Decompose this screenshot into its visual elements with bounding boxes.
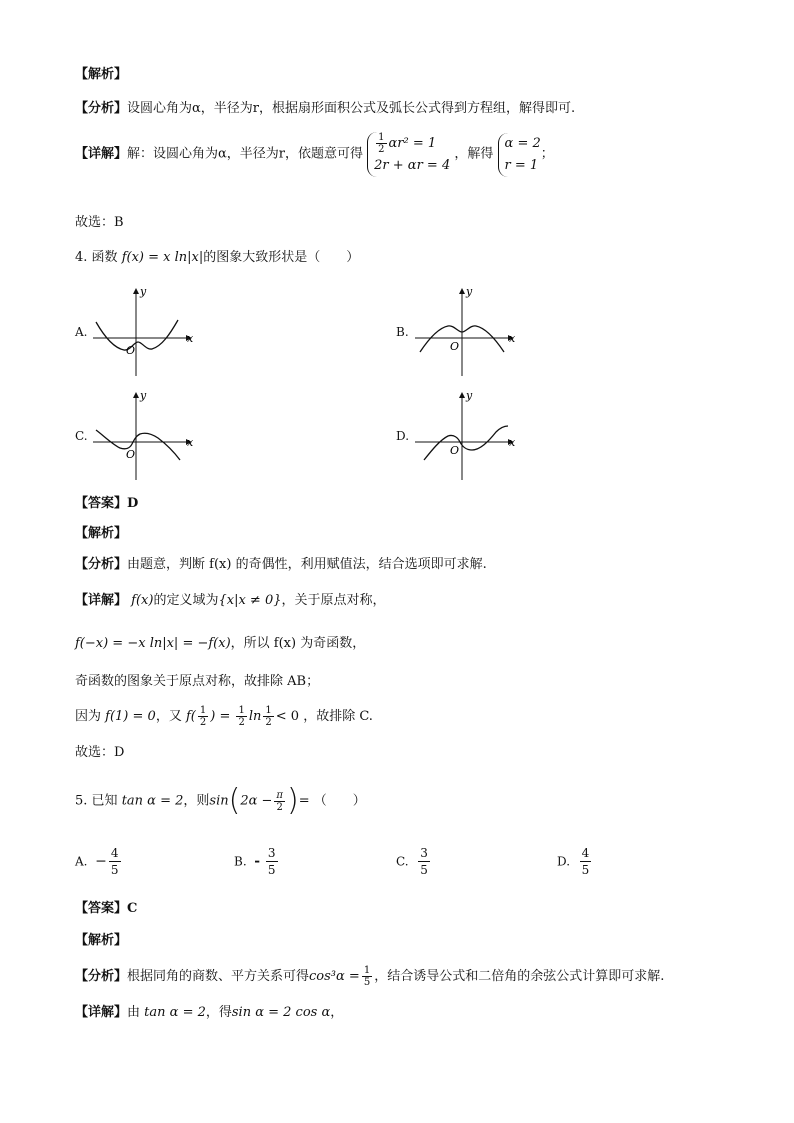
q5-answer: [75, 900, 137, 918]
q5-option-d: [557, 845, 593, 878]
q3-eq2: 2r + αr = 4: [374, 158, 451, 173]
graph-c-x-label: x: [187, 436, 194, 449]
q4-fenxi-tag: 【分析】: [75, 557, 128, 572]
graph-a-x-label: x: [187, 332, 194, 345]
q4-function: f(x) = x ln|x|: [121, 250, 204, 265]
q4-graph-b: [412, 282, 522, 378]
q4-l4-post: < 0 ，故排除 C.: [275, 709, 373, 724]
q3-solution-system: [498, 133, 541, 177]
q4-analysis: [75, 556, 487, 574]
q4-l4-half-b: $\frac{1}{2}$: [238, 705, 245, 728]
graph-d-origin: O: [450, 444, 460, 457]
q5-option-a-letter: A.: [75, 854, 88, 869]
q5-option-d-frac: $\frac{4}{5}$: [581, 846, 590, 877]
q4-stem: [75, 249, 359, 267]
q4-option-a-label: A.: [75, 325, 88, 339]
q5-sin: sin: [209, 793, 229, 809]
q5-fenxi-expr: cos³α =: [309, 969, 360, 984]
q3-fenxi-tag: 【分析】: [75, 101, 128, 116]
graph-c-y-label: y: [140, 389, 147, 402]
q5-option-a: [75, 845, 123, 878]
graph-c-origin: O: [126, 448, 136, 461]
q5-stem-pre: 已知: [91, 793, 118, 809]
q4-option-b-label: B.: [396, 325, 409, 339]
q5-fenxi-post: ，结合诱导公式和二倍角的余弦公式计算即可求解.: [374, 969, 665, 984]
graph-b-origin: O: [450, 340, 460, 353]
q5-option-c-letter: C.: [396, 854, 409, 869]
q4-detail-line2: [75, 635, 365, 653]
q5-xj-mid: ，得: [205, 1005, 232, 1020]
graph-d-y-label: y: [466, 389, 473, 402]
q3-detail: [75, 132, 554, 177]
graph-a-origin: O: [126, 344, 136, 357]
graph-d-y-arrow: [459, 392, 465, 398]
q5-detail: [75, 1004, 343, 1022]
q5-fenxi-pre: 根据同角的商数、平方关系可得: [127, 969, 310, 984]
q4-l4-half-a: $\frac{1}{2}$: [199, 705, 207, 728]
graph-c-y-arrow: [133, 392, 139, 398]
q3-fenxi-text: 设圆心角为α，半径为r，根据扇形面积公式及弧长公式得到方程组，解得即可.: [127, 101, 576, 116]
q5-fenxi-tag: 【分析】: [75, 969, 128, 984]
q3-analysis: [75, 100, 575, 118]
q4-answer-choice: 故选：D: [75, 745, 125, 760]
q3-answer-choice: 故选：B: [75, 215, 124, 230]
q5-option-a-frac: $\frac{4}{5}$: [110, 846, 119, 877]
q4-stem-pre: 函数: [91, 250, 118, 265]
q4-detail-line4: [75, 702, 373, 732]
q5-answer-text: 【答案】C: [75, 901, 138, 916]
q5-stem-mid: ，则: [183, 793, 210, 809]
q3-half-fraction: $\frac{1}{2}$: [378, 132, 385, 155]
q3-eq1: αr² = 1: [388, 136, 437, 151]
q5-option-d-letter: D.: [557, 854, 571, 869]
q5-xj-post: ，: [330, 1005, 344, 1020]
q4-graph-c: [90, 386, 200, 482]
q3-sol1: α = 2: [504, 135, 541, 151]
q3-jiexi-heading: 【解析】: [75, 67, 128, 82]
q4-option-c-label: C.: [75, 429, 88, 443]
q5-option-a-sign: −: [95, 853, 107, 870]
q4-answer: [75, 495, 138, 513]
graph-b-y-arrow: [459, 288, 465, 294]
q3-tail: ；: [540, 146, 554, 162]
q4-detail-line3: 奇函数的图象关于原点对称，故排除 AB；: [75, 674, 320, 689]
q4-l1-func: f(x): [131, 593, 154, 608]
graph-c-curve: [96, 430, 180, 460]
q4-l4-half-c: $\frac{1}{2}$: [265, 705, 272, 728]
q4-l1-set: {x|x ≠ 0}: [218, 593, 282, 608]
q5-stem: [75, 784, 366, 819]
q5-xj-pre: 由: [127, 1005, 141, 1020]
q4-graph-d: [412, 386, 522, 482]
q4-l4-f: f(: [185, 709, 196, 724]
q5-option-b: [234, 845, 280, 878]
q4-fenxi-text: 由题意，判断 f(x) 的奇偶性，利用赋值法，结合选项即可求解.: [127, 557, 487, 572]
q4-xiangjie-tag: 【详解】: [75, 593, 128, 608]
q5-number: 5.: [75, 793, 88, 809]
q3-solve-word: ，解得: [454, 146, 494, 162]
q3-sol2: r = 1: [504, 157, 539, 173]
q5-option-c-frac: $\frac{3}{5}$: [420, 846, 428, 877]
q5-jiexi-heading: 【解析】: [75, 933, 128, 948]
q4-l1-mid: 的定义域为: [153, 593, 219, 608]
q3-equation-system: [367, 132, 450, 177]
q4-l4-pre: 因为: [75, 709, 102, 724]
q4-l4-a: f(1) = 0: [105, 709, 156, 724]
graph-b-y-label: y: [466, 285, 473, 298]
q4-option-d-label: D.: [396, 429, 410, 443]
q3-xiangjie-tag: 【详解】: [75, 146, 128, 162]
q4-answer-text: 【答案】D: [75, 496, 139, 511]
q5-xiangjie-tag: 【详解】: [75, 1005, 128, 1020]
q5-left-paren: (: [228, 783, 241, 818]
q5-option-b-frac: $\frac{3}{5}$: [267, 846, 276, 877]
q4-stem-post: 的图象大致形状是（ ）: [203, 250, 360, 265]
q5-option-c: [396, 845, 432, 878]
q5-xj-b: sin α = 2 cos α: [231, 1005, 331, 1020]
q5-tan: tan α = 2: [121, 793, 184, 809]
q4-number: 4.: [75, 250, 88, 265]
graph-a-curve: [96, 320, 178, 350]
q5-inner: 2α −: [240, 793, 273, 809]
graph-a-y-label: y: [140, 285, 147, 298]
graph-a-y-arrow: [133, 288, 139, 294]
q4-graph-a: [90, 282, 200, 378]
q4-l2-expr: f(−x) = −x ln|x| = −f(x): [75, 636, 231, 651]
q5-right-paren: ): [286, 783, 299, 818]
q5-analysis: [75, 960, 664, 994]
q5-option-b-sign: -: [254, 853, 261, 870]
q4-l4-eq: ) =: [210, 709, 231, 724]
graph-d-curve: [424, 426, 508, 460]
q3-xiangjie-pre: 解：设圆心角为α，半径为r，依题意可得: [127, 146, 364, 162]
graph-d-x-label: x: [509, 436, 516, 449]
q4-l2-post: ，所以 f(x) 为奇函数，: [230, 636, 366, 651]
q5-xj-a: tan α = 2: [144, 1005, 206, 1020]
q5-stem-post: = （ ）: [298, 793, 366, 809]
q4-jiexi-heading: 【解析】: [75, 526, 128, 541]
q5-option-b-letter: B.: [234, 854, 247, 869]
q4-l1-post: ，关于原点对称，: [281, 593, 386, 608]
q4-detail-line1: [75, 592, 386, 610]
graph-b-x-label: x: [509, 332, 516, 345]
q5-fenxi-one-fifth: $\frac{1}{5}$: [363, 965, 371, 988]
q4-l4-ln: ln: [248, 709, 262, 724]
q4-l4-mid: ，又: [155, 709, 182, 724]
q5-pi-over-2: $\frac{\pi}{2}$: [276, 789, 283, 813]
